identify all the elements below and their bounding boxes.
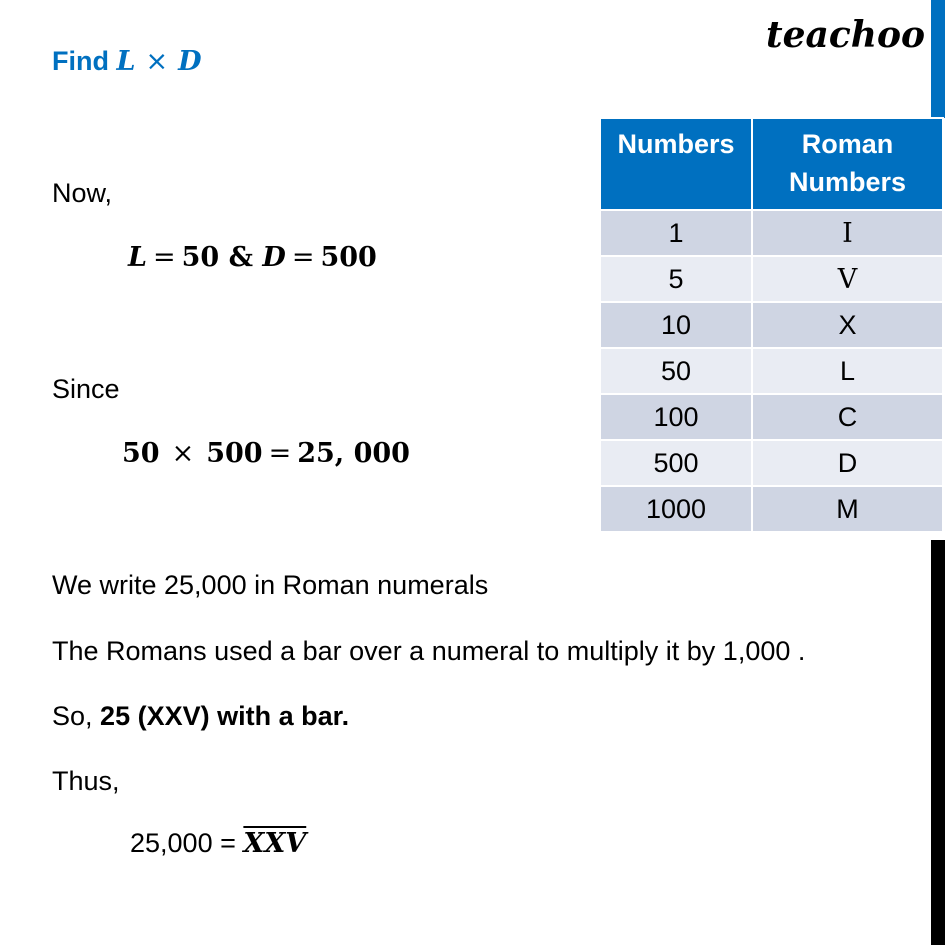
now-label: Now, bbox=[52, 178, 113, 208]
eq-sign: = bbox=[152, 242, 176, 273]
cell-number: 500 bbox=[600, 440, 752, 486]
eq-result: 25, 000 bbox=[297, 438, 410, 469]
equation-product bbox=[122, 438, 410, 469]
explanation-line-3 bbox=[52, 701, 349, 732]
since-label: Since bbox=[52, 374, 120, 404]
eq-value-500: 500 bbox=[320, 242, 377, 273]
decorative-black-edge bbox=[931, 540, 945, 945]
title-var-l: L bbox=[116, 46, 136, 77]
final-lhs: 25,000 = bbox=[130, 828, 236, 858]
table-row bbox=[600, 348, 943, 394]
decorative-blue-edge bbox=[931, 0, 945, 118]
line3-prefix: So, bbox=[52, 701, 93, 731]
title-prefix: Find bbox=[52, 46, 109, 76]
eq-var-d: D bbox=[262, 242, 286, 273]
cell-number: 10 bbox=[600, 302, 752, 348]
explanation-line-1: We write 25,000 in Roman numerals bbox=[52, 570, 489, 600]
teachoo-logo: teachoo bbox=[766, 14, 925, 56]
table-header-row bbox=[600, 118, 943, 210]
cell-number: 5 bbox=[600, 256, 752, 302]
cell-roman: I bbox=[752, 210, 943, 256]
cell-number: 1 bbox=[600, 210, 752, 256]
eq-value-50: 50 bbox=[181, 242, 220, 273]
cell-roman: V bbox=[752, 256, 943, 302]
cell-roman: D bbox=[752, 440, 943, 486]
final-result bbox=[130, 828, 306, 859]
table-row bbox=[600, 302, 943, 348]
cell-number: 100 bbox=[600, 394, 752, 440]
eq-ampersand: & bbox=[228, 242, 253, 273]
eq-operand-50: 50 bbox=[122, 438, 160, 469]
eq-sign: = bbox=[268, 438, 292, 469]
eq-var-l: L bbox=[128, 242, 147, 273]
eq-operand-500: 500 bbox=[206, 438, 263, 469]
table-row bbox=[600, 486, 943, 532]
cell-number: 1000 bbox=[600, 486, 752, 532]
eq-times: × bbox=[171, 438, 195, 469]
table-row bbox=[600, 210, 943, 256]
explanation-line-2: The Romans used a bar over a numeral to multiply it by 1,000 . bbox=[52, 636, 806, 666]
cell-roman: L bbox=[752, 348, 943, 394]
roman-numerals-table bbox=[599, 117, 944, 533]
final-rhs-overlined: $\overline{XXV}$ bbox=[243, 828, 307, 859]
title-var-d: D bbox=[178, 46, 202, 77]
page-title bbox=[52, 46, 202, 77]
header-roman-numbers: Roman Numbers bbox=[752, 118, 943, 210]
table-row bbox=[600, 256, 943, 302]
cell-number: 50 bbox=[600, 348, 752, 394]
equation-l-d-values bbox=[128, 242, 377, 273]
header-numbers: Numbers bbox=[600, 118, 752, 210]
cell-roman: M bbox=[752, 486, 943, 532]
table-row bbox=[600, 440, 943, 486]
cell-roman: X bbox=[752, 302, 943, 348]
line3-bold: 25 (XXV) with a bar. bbox=[100, 701, 350, 731]
eq-sign: = bbox=[291, 242, 315, 273]
cell-roman: C bbox=[752, 394, 943, 440]
title-times-operator: × bbox=[145, 46, 169, 77]
table-row bbox=[600, 394, 943, 440]
thus-label: Thus, bbox=[52, 766, 120, 796]
